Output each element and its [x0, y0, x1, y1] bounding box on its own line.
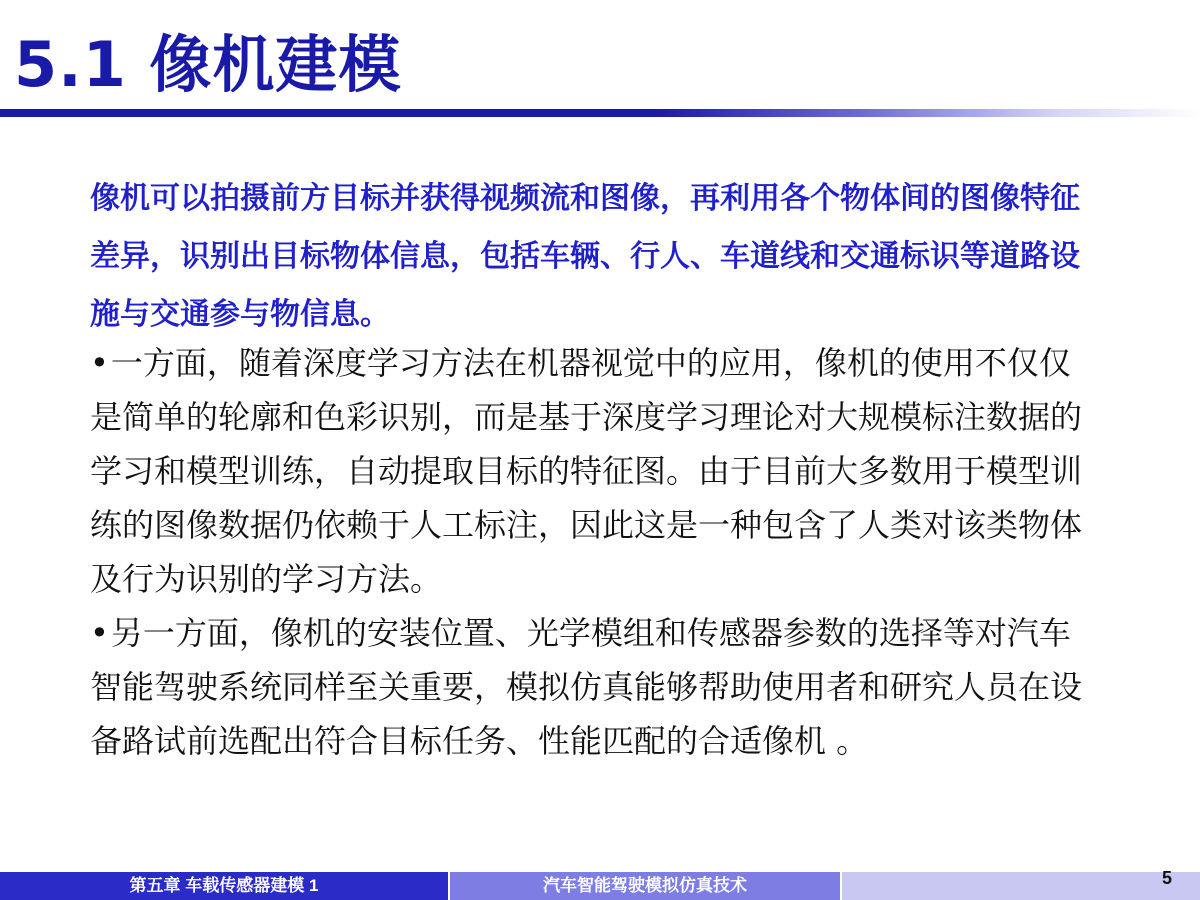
title-underline — [0, 109, 1200, 117]
lead-paragraph: 像机可以拍摄前方目标并获得视频流和图像，再利用各个物体间的图像特征差异，识别出目标物体信息，包括车辆、行人、车道线和交通标识等道路设施与交通参与物信息。 — [90, 181, 1080, 332]
bullet-marker: • — [90, 344, 109, 382]
bullet-paragraph-2 — [90, 606, 1100, 768]
slide-title: 5.1 像机建模 — [14, 28, 402, 101]
footer-course: 汽车智能驾驶模拟仿真技术 — [450, 872, 840, 900]
bullet-paragraph-1 — [90, 336, 1100, 606]
bullet-text: 另一方面，像机的安装位置、光学模组和传感器参数的选择等对汽车智能驾驶系统同样至关重要，模拟仿真能够帮助使用者和研究人员在设备路试前选配出符合目标任务、性能匹配的合适像机 。 — [90, 614, 1083, 760]
bullet-marker: • — [90, 614, 109, 652]
footer-page-area — [842, 868, 1200, 900]
bullet-text: 一方面，随着深度学习方法在机器视觉中的应用，像机的使用不仅仅是简单的轮廓和色彩识别，而是基于深度学习理论对大规模标注数据的学习和模型训练，自动提取目标的特征图。由于目前大多数用于模型训练的图像数据仍依赖于人工标注，因此这是一种包含了人类对该类物体及行为识别的学习方法。 — [90, 344, 1083, 598]
footer-chapter: 第五章 车载传感器建模 1 — [0, 872, 448, 900]
footer-bar — [0, 868, 1200, 900]
page-number: 5 — [1161, 868, 1172, 888]
